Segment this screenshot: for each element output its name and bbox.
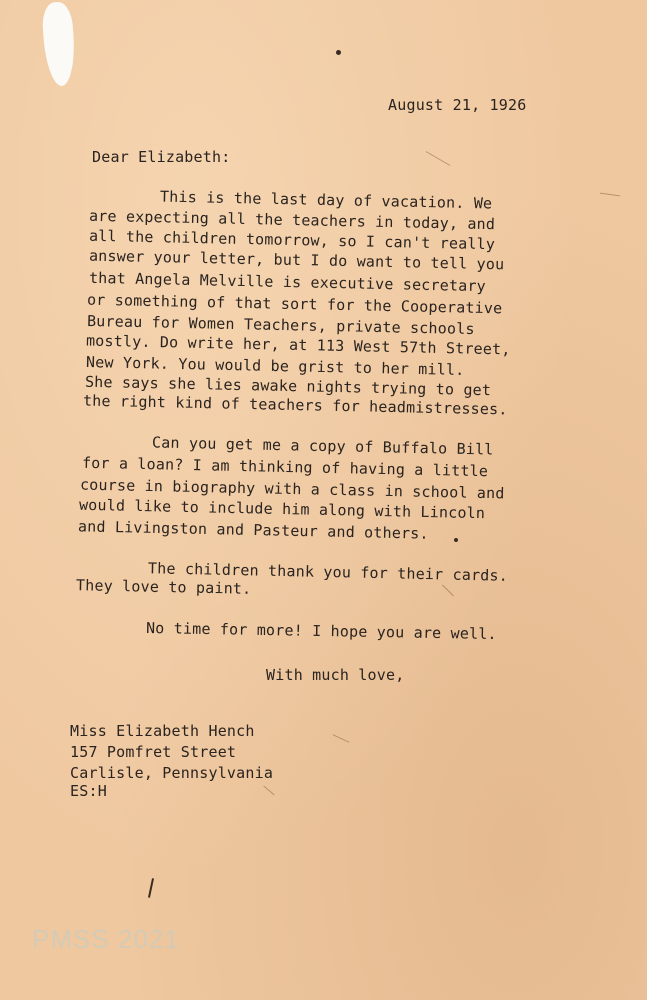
recipient-city: Carlisle, Pennsylvania bbox=[70, 764, 274, 782]
body-line: This is the last day of vacation. We bbox=[159, 187, 493, 213]
paper-speck bbox=[454, 538, 458, 542]
body-line: mostly. Do write her, at 113 West 57th Street, bbox=[85, 331, 511, 359]
closing: With much love, bbox=[266, 666, 405, 684]
body-line: the right kind of teachers for headmistresses. bbox=[82, 391, 508, 419]
body-line: The children thank you for their cards. bbox=[147, 559, 509, 585]
body-line: New York. You would be grist to her mill. bbox=[85, 353, 465, 379]
body-line: or something of that sort for the Cooperative bbox=[86, 290, 503, 318]
paper-fiber bbox=[442, 584, 454, 596]
body-line: They love to paint. bbox=[75, 576, 252, 598]
punch-hole bbox=[41, 1, 77, 87]
body-line: for a loan? I am thinking of having a little bbox=[81, 453, 489, 481]
body-line: Can you get me a copy of Buffalo Bill bbox=[151, 433, 494, 459]
archive-watermark: PMSS 2021 bbox=[32, 924, 180, 954]
paper-fiber bbox=[263, 786, 274, 796]
body-line: answer your letter, but I do want to tell you bbox=[88, 246, 505, 274]
letter-date: August 21, 1926 bbox=[388, 96, 527, 114]
body-line: are expecting all the teachers in today, and bbox=[88, 206, 496, 234]
paper-fiber bbox=[600, 193, 620, 197]
recipient-name: Miss Elizabeth Hench bbox=[70, 722, 255, 740]
body-line: all the children tomorrow, so I can't really bbox=[88, 226, 496, 254]
body-line: She says she lies awake nights trying to get bbox=[84, 372, 492, 400]
body-line: course in biography with a class in school and bbox=[79, 475, 505, 503]
salutation: Dear Elizabeth: bbox=[92, 148, 231, 166]
paper-fiber bbox=[333, 734, 350, 743]
body-line: would like to include him along with Lincoln bbox=[78, 495, 486, 523]
paper-speck bbox=[148, 878, 154, 898]
paper-speck bbox=[336, 50, 341, 55]
body-line: Bureau for Women Teachers, private schools bbox=[86, 311, 475, 339]
paper-fiber bbox=[426, 151, 451, 166]
recipient-street: 157 Pomfret Street bbox=[70, 743, 237, 761]
body-line: and Livingston and Pasteur and others. bbox=[77, 517, 429, 543]
typist-initials: ES:H bbox=[70, 782, 107, 800]
body-line: that Angela Melville is executive secretary bbox=[88, 268, 487, 296]
body-line: No time for more! I hope you are well. bbox=[145, 618, 497, 644]
